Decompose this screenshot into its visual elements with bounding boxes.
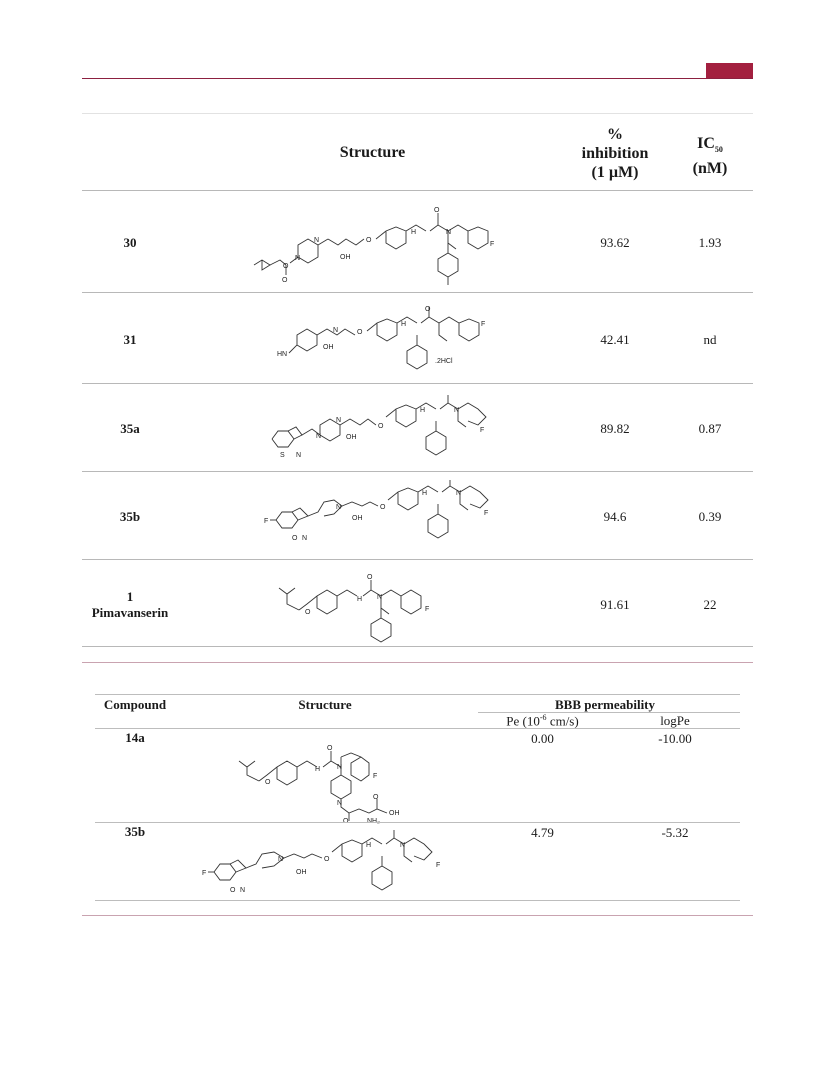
header-rule: [82, 78, 753, 79]
structure-35b: [262, 480, 492, 552]
compound-id: 1 Pimavanserin: [91, 589, 169, 620]
svg-text:O: O: [327, 745, 333, 752]
svg-text:F: F: [264, 518, 269, 525]
svg-text:H: H: [401, 321, 407, 328]
svg-text:N: N: [337, 764, 343, 771]
header-rule: [82, 190, 753, 191]
header-rule: [95, 728, 740, 729]
svg-text:O: O: [357, 329, 363, 336]
svg-text:N: N: [336, 504, 342, 511]
svg-text:OH: OH: [323, 344, 334, 351]
col-header-structure: Structure: [298, 697, 352, 712]
inhibition-value: 93.62: [600, 235, 630, 250]
svg-text:OH: OH: [296, 869, 307, 876]
svg-text:H: H: [357, 596, 363, 603]
row-rule: [82, 646, 753, 647]
svg-text:F: F: [484, 510, 489, 517]
svg-text:O: O: [283, 263, 289, 270]
svg-text:N: N: [240, 887, 246, 894]
svg-text:N: N: [296, 452, 302, 459]
svg-text:N: N: [446, 229, 452, 236]
structure-pimavanserin: [275, 568, 475, 644]
compound-id: 35a: [120, 421, 140, 436]
svg-text:O: O: [230, 887, 236, 894]
ic50-value: 1.93: [698, 235, 722, 250]
svg-text:O: O: [282, 277, 288, 284]
svg-text:N: N: [278, 856, 284, 863]
table-bottom-rule: [95, 900, 740, 901]
svg-text:N: N: [302, 535, 308, 542]
svg-text:O: O: [373, 794, 379, 801]
svg-text:OH: OH: [346, 434, 357, 441]
svg-text:O: O: [292, 535, 298, 542]
inhibition-value: 94.6: [603, 509, 627, 524]
compound-id: 30: [123, 235, 137, 250]
svg-text:F: F: [436, 862, 441, 869]
col-header-compound: Compound: [103, 697, 167, 712]
structure-35b-bbb: [200, 828, 460, 900]
svg-text:OH: OH: [389, 810, 400, 817]
section-divider: [82, 662, 753, 663]
svg-text:H: H: [411, 229, 417, 236]
svg-text:O: O: [265, 779, 271, 786]
table-top-rule: [95, 694, 740, 695]
ic50-value: nd: [703, 332, 717, 347]
svg-text:F: F: [481, 321, 486, 328]
svg-text:O: O: [378, 423, 384, 430]
svg-text:.2HCl: .2HCl: [435, 358, 453, 365]
compound-id: 35b: [124, 824, 146, 839]
svg-text:H: H: [315, 766, 321, 773]
header-accent-block: [706, 63, 753, 78]
col-header-pe: Pe ($10^{-6}$ cm/s): [506, 713, 579, 729]
svg-text:N: N: [456, 490, 462, 497]
svg-text:OH: OH: [352, 515, 363, 522]
svg-text:F: F: [425, 606, 430, 613]
svg-text:N: N: [336, 417, 342, 424]
compound-id: 35b: [119, 509, 141, 524]
svg-text:O: O: [305, 609, 311, 616]
compound-id: 14a: [125, 730, 145, 745]
svg-text:H: H: [420, 407, 426, 414]
structure-35a: [268, 395, 493, 467]
svg-text:N: N: [333, 327, 339, 334]
structure-30: [252, 205, 502, 285]
svg-text:N: N: [454, 407, 460, 414]
ic50-value: 0.87: [698, 421, 722, 436]
logpe-value: -5.32: [661, 825, 689, 840]
svg-text:H: H: [366, 842, 372, 849]
row-rule: [82, 559, 753, 560]
svg-text:O: O: [425, 306, 431, 313]
col-header-logpe: logPe: [660, 713, 690, 728]
svg-text:N: N: [337, 800, 343, 807]
svg-text:O: O: [366, 237, 372, 244]
pe-value: 0.00: [531, 731, 554, 746]
row-rule: [95, 822, 740, 823]
svg-text:F: F: [490, 241, 495, 248]
row-rule: [82, 292, 753, 293]
svg-text:N: N: [314, 237, 320, 244]
section-divider: [82, 915, 753, 916]
svg-text:OH: OH: [340, 254, 351, 261]
col-header-structure: Structure: [339, 144, 406, 161]
col-header-ic50: $IC_{50}$ (nM): [692, 135, 728, 178]
row-rule: [82, 383, 753, 384]
col-header-inhibition: % inhibition (1 µM): [581, 126, 649, 181]
svg-text:O: O: [434, 207, 440, 214]
svg-text:O: O: [367, 574, 373, 581]
svg-text:F: F: [202, 870, 207, 877]
compound-id: 31: [123, 332, 137, 347]
svg-text:F: F: [480, 427, 485, 434]
svg-text:N: N: [377, 594, 383, 601]
table-top-rule: [82, 113, 753, 114]
structure-14a: [235, 733, 410, 821]
ic50-value: 22: [703, 597, 717, 612]
svg-text:HN: HN: [277, 351, 288, 358]
svg-text:H: H: [422, 490, 428, 497]
svg-text:F: F: [373, 773, 378, 780]
svg-text:N: N: [316, 433, 322, 440]
svg-text:N: N: [295, 255, 301, 262]
ic50-value: 0.39: [698, 509, 722, 524]
row-rule: [82, 471, 753, 472]
svg-text:O: O: [380, 504, 386, 511]
svg-text:S: S: [280, 452, 285, 459]
svg-text:N: N: [400, 842, 406, 849]
inhibition-value: 89.82: [600, 421, 630, 436]
structure-31: [275, 305, 495, 380]
inhibition-value: 91.61: [600, 597, 630, 612]
col-header-bbb: BBB permeability: [554, 697, 656, 712]
pe-value: 4.79: [531, 825, 554, 840]
svg-text:O: O: [324, 856, 330, 863]
inhibition-value: 42.41: [600, 332, 630, 347]
logpe-value: -10.00: [658, 731, 692, 746]
